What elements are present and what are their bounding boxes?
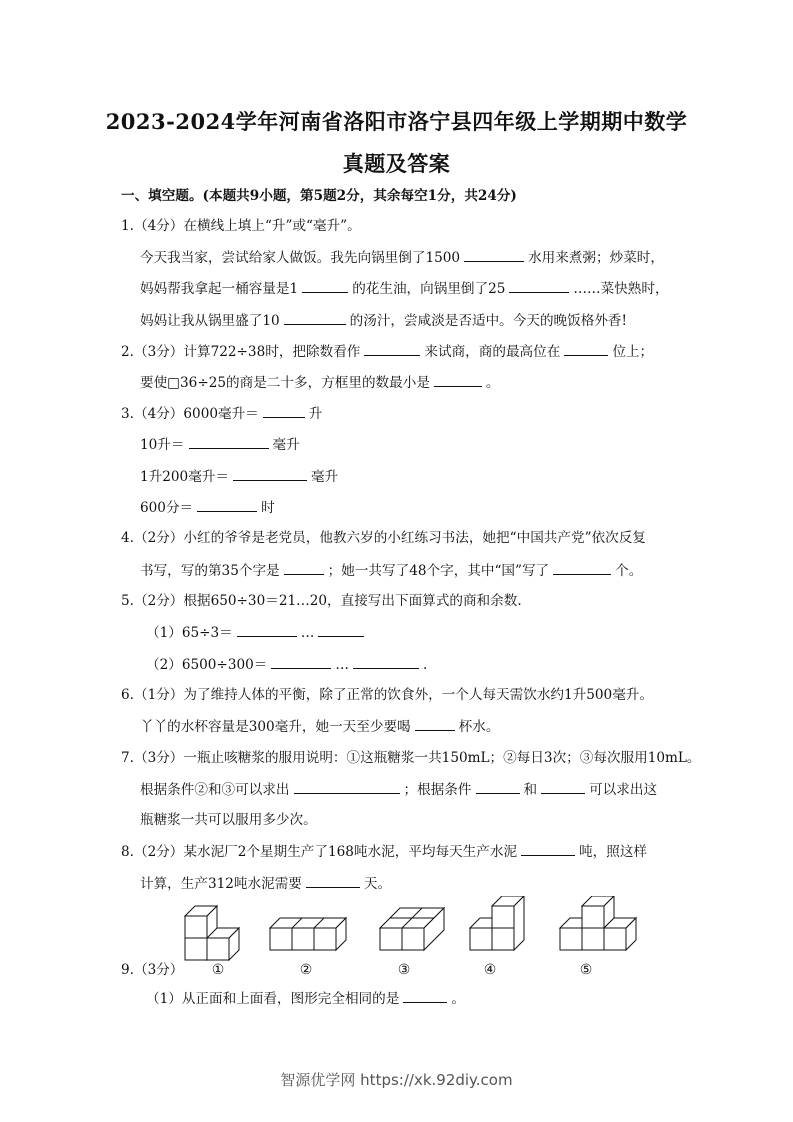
figure-label-1: ① — [211, 962, 225, 978]
question-7-line3: 瓶糖浆一共可以服用多少次。 — [140, 812, 317, 828]
text: 妈妈帮我拿起一桶容量是1 — [140, 281, 299, 297]
text: 时 — [261, 500, 275, 516]
text: … — [300, 625, 315, 641]
question-9-part1 — [146, 988, 465, 1009]
question-7-line1: 7.（3分）一瓶止咳糖浆的服用说明：①这瓶糖浆一共150mL；②每日3次；③每次服用10mL。 — [121, 750, 701, 766]
text: 2.（3分）计算722÷38时，把除数看作 — [121, 344, 361, 360]
text: 8.（2分）某水泥厂2个星期生产了168吨水泥，平均每天生产水泥 — [121, 844, 518, 860]
question-5-part1 — [146, 622, 368, 643]
text: 要使□36÷25的商是二十多，方框里的数最小是 — [140, 375, 430, 391]
text: 的汤汁，尝咸淡是否适中。今天的晚饭格外香! — [349, 313, 627, 329]
cube-figures-svg — [180, 896, 660, 986]
answer-blank[interactable] — [294, 779, 400, 794]
text: 天。 — [363, 876, 392, 892]
answer-blank[interactable] — [553, 560, 611, 575]
answer-blank[interactable] — [464, 247, 524, 262]
question-6-line1: 6.（1分）为了维持人体的平衡，除了正常的饮食外，一个人每天需饮水约1升500毫升。 — [121, 687, 653, 703]
text: 个。 — [615, 563, 643, 579]
page-title-line2: 真题及答案 — [342, 151, 451, 176]
figure-label-2: ② — [299, 962, 313, 978]
footer-watermark: 智源优学网 https://xk.92diy.com — [280, 1071, 513, 1089]
answer-blank[interactable] — [233, 466, 307, 481]
question-3-line4 — [140, 497, 275, 518]
question-1-line3 — [140, 310, 627, 331]
text: 毫升 — [272, 437, 300, 453]
question-8-line2 — [140, 873, 391, 894]
text: . — [422, 657, 428, 673]
answer-blank[interactable] — [284, 310, 346, 325]
text: 的花生油，向锅里倒了25 — [352, 281, 506, 297]
cube-figure-2 — [270, 918, 346, 950]
question-2-line2 — [140, 372, 500, 393]
answer-blank[interactable] — [403, 988, 447, 1003]
figure-label-5: ⑤ — [579, 962, 593, 978]
answer-blank[interactable] — [509, 278, 569, 293]
question-5-part2 — [146, 654, 427, 675]
text: ；她一共写了48个字，其中“国”写了 — [327, 563, 550, 579]
cube-figure-5 — [560, 896, 636, 950]
cube-figure-4 — [470, 896, 524, 950]
question-3-line1 — [121, 403, 322, 424]
question-8-line1 — [121, 841, 647, 862]
text: 升 — [308, 406, 323, 422]
question-1-head: 1.（4分）在横线上填上“升”或“毫升”。 — [121, 218, 361, 234]
cube-figure-1 — [185, 906, 239, 960]
answer-blank[interactable] — [564, 341, 608, 356]
figure-label-4: ④ — [483, 962, 497, 978]
question-4-line2 — [140, 560, 642, 581]
cube-figure-3 — [380, 908, 444, 950]
question-6-line2 — [140, 716, 499, 737]
text: … — [335, 657, 349, 673]
text: 计算，生产312吨水泥需要 — [140, 876, 302, 892]
question-7-line2 — [140, 779, 657, 800]
text: 毫升 — [310, 469, 339, 485]
answer-blank[interactable] — [434, 372, 482, 387]
answer-blank[interactable] — [364, 341, 420, 356]
answer-blank[interactable] — [318, 622, 364, 637]
text: （1）65÷3＝ — [146, 625, 233, 641]
question-5-head: 5.（2分）根据650÷30＝21…20，直接写出下面算式的商和余数. — [121, 593, 522, 609]
question-3-line2 — [140, 434, 300, 455]
text: 1升200毫升＝ — [140, 469, 229, 485]
answer-blank[interactable] — [263, 403, 305, 418]
answer-blank[interactable] — [189, 434, 269, 449]
answer-blank[interactable] — [237, 622, 297, 637]
text: （2）6500÷300＝ — [146, 657, 268, 673]
text: 。 — [485, 375, 500, 391]
text: 根据条件②和③可以求出 — [140, 782, 290, 798]
question-4-line1: 4.（2分）小红的爷爷是老党员，他教六岁的小红练习书法，她把“中国共产党”依次反复 — [121, 530, 646, 546]
question-2-line1 — [121, 341, 653, 362]
answer-blank[interactable] — [271, 654, 331, 669]
text: 吨，照这样 — [579, 844, 648, 860]
text: 今天我当家，尝试给家人做饭。我先向锅里倒了1500 — [140, 250, 461, 266]
text: 来试商，商的最高位在 — [424, 344, 561, 360]
text: 妈妈让我从锅里盛了10 — [140, 313, 280, 329]
question-1-line1 — [140, 247, 664, 268]
text: ……菜快熟时， — [573, 281, 669, 297]
answer-blank[interactable] — [541, 779, 585, 794]
text: 600分＝ — [140, 500, 194, 516]
answer-blank[interactable] — [306, 873, 360, 888]
text: 丫丫的水杯容量是300毫升，她一天至少要喝 — [140, 719, 411, 735]
text: 杯水。 — [458, 719, 500, 735]
text: 位上； — [612, 344, 654, 360]
text: （1）从正面和上面看，图形完全相同的是 — [146, 991, 400, 1007]
figure-label-3: ③ — [397, 962, 411, 978]
cube-figures — [180, 896, 660, 990]
answer-blank[interactable] — [284, 560, 324, 575]
answer-blank[interactable] — [197, 497, 257, 512]
answer-blank[interactable] — [476, 779, 520, 794]
text: 10升＝ — [140, 437, 185, 453]
text: 3.（4分）6000毫升＝ — [121, 406, 259, 422]
answer-blank[interactable] — [415, 716, 455, 731]
answer-blank[interactable] — [353, 654, 419, 669]
answer-blank[interactable] — [521, 841, 575, 856]
text: ；根据条件 — [403, 782, 472, 798]
text: 和 — [523, 782, 538, 798]
question-3-line3 — [140, 466, 338, 487]
text: 可以求出这 — [589, 782, 658, 798]
question-9-head: 9.（3分） — [121, 962, 184, 978]
question-1-line2 — [140, 278, 669, 299]
text: 书写，写的第35个字是 — [140, 563, 280, 579]
section-heading: 一、填空题。(本题共9小题，第5题2分，其余每空1分，共24分) — [121, 188, 517, 204]
text: 水用来煮粥；炒菜时， — [528, 250, 664, 266]
answer-blank[interactable] — [302, 278, 348, 293]
page-title: 2023-2024学年河南省洛阳市洛宁县四年级上学期期中数学 — [105, 109, 688, 134]
text: 。 — [451, 991, 465, 1007]
